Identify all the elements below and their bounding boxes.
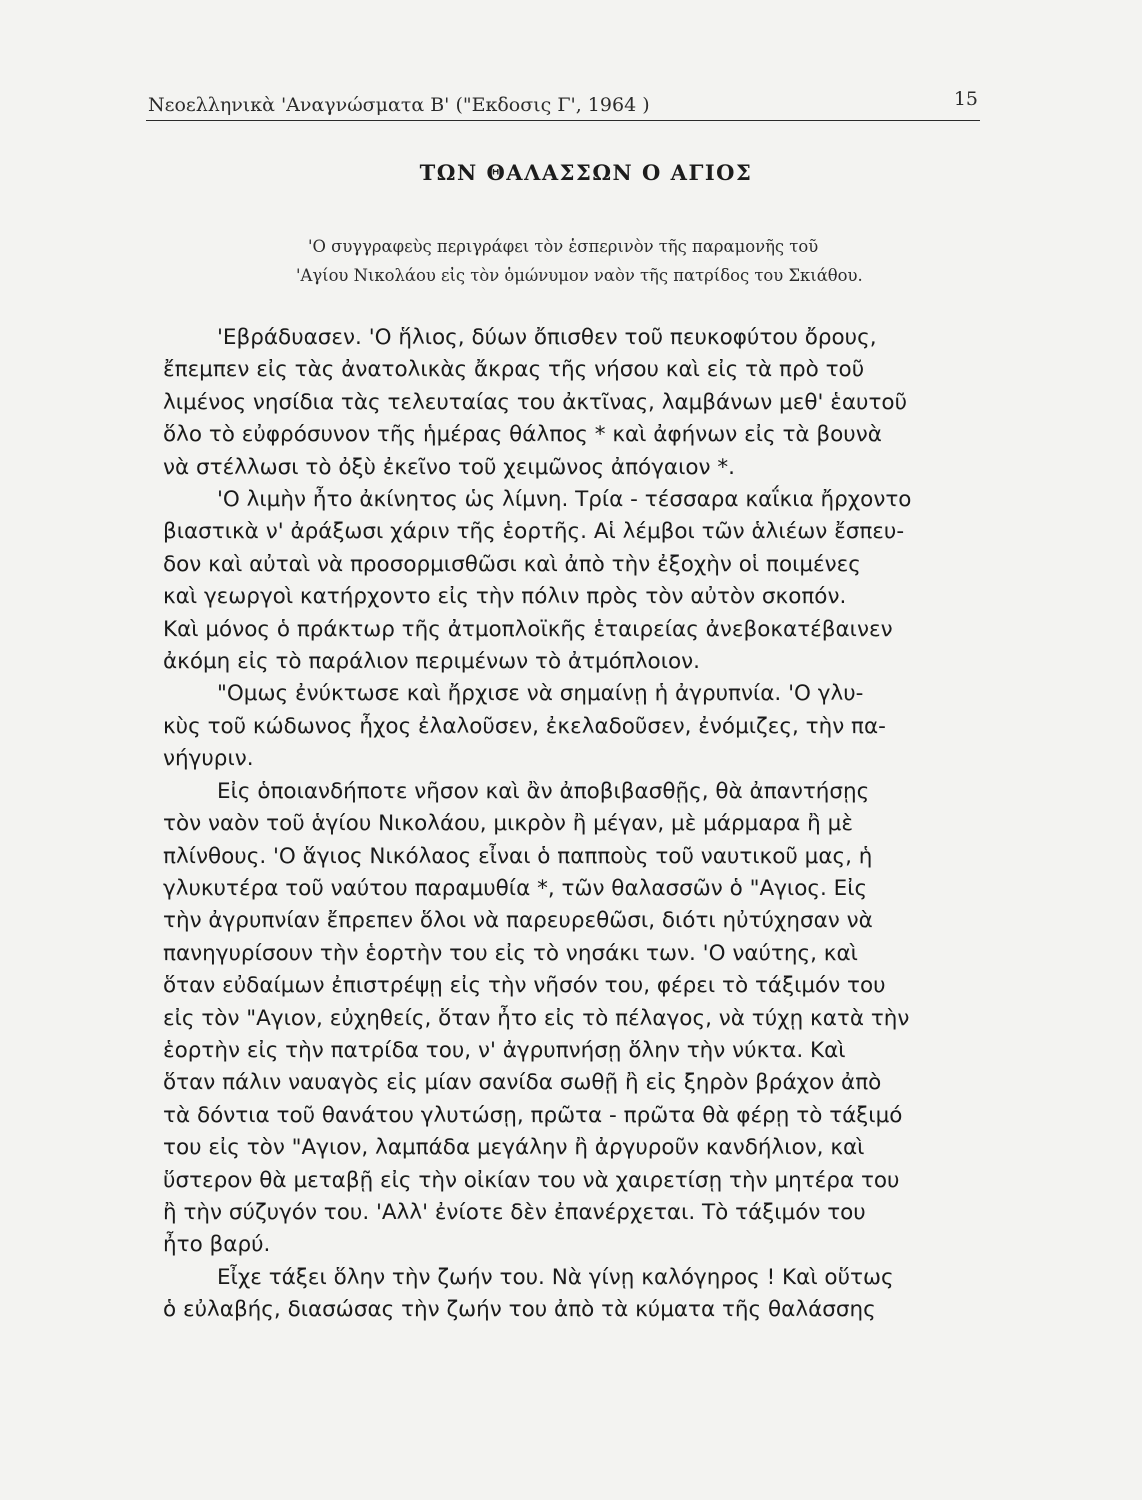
text-line: πανηγυρίσουν τὴν ἑορτὴν του εἰς τὸ νησάκι των. 'Ο ναύτης, καὶ [163, 940, 858, 966]
text-line: κὺς τοῦ κώδωνος ἦχος ἐλαλοῦσεν, ἐκελαδοῦσεν, ἐνόμιζες, τὴν πα- [163, 713, 886, 739]
running-header [146, 86, 980, 121]
text-line: βιαστικὰ ν' ἀράξωσι χάριν τῆς ἑορτῆς. Αἱ λέμβοι τῶν ἁλιέων ἔσπευ- [163, 519, 905, 545]
text-line: ὕστερον θὰ μεταβῇ εἰς τὴν οἰκίαν του νὰ χαιρετίσῃ τὴν μητέρα του [163, 1167, 900, 1193]
text-line: ἦτο βαρύ. [163, 1232, 271, 1258]
paragraph-3 [163, 678, 1013, 775]
paragraph-2 [163, 484, 1013, 678]
text-line: ἔπεμπεν εἰς τὰς ἀνατολικὰς ἄκρας τῆς νήσου καὶ εἰς τὰ πρὸ τοῦ [163, 357, 865, 383]
page-number: 15 [953, 88, 978, 110]
text-line: 'Ο λιμὴν ἦτο ἀκίνητος ὡς λίμνη. Τρία - τέσσαρα καΐκια ἤρχοντο [217, 487, 912, 513]
paragraph-4 [163, 776, 1013, 1262]
text-line: ἑορτὴν εἰς τὴν πατρίδα του, ν' ἀγρυπνήσῃ ὅλην τὴν νύκτα. Καὶ [163, 1037, 846, 1063]
text-line: ὅταν πάλιν ναυαγὸς εἰς μίαν σανίδα σωθῇ ἢ εἰς ξηρὸν βράχον ἀπὸ [163, 1070, 882, 1096]
text-line: τὴν ἀγρυπνίαν ἔπρεπεν ὅλοι νὰ παρευρεθῶσι, διότι ηὐτύχησαν νὰ [163, 908, 873, 934]
text-line: "Ομως ἐνύκτωσε καὶ ἤρχισε νὰ σημαίνῃ ἡ ἀγρυπνία. 'Ο γλυ- [217, 681, 864, 707]
text-line: ἢ τὴν σύζυγόν του. 'Αλλ' ἐνίοτε δὲν ἐπανέρχεται. Τὸ τάξιμόν του [163, 1199, 866, 1225]
text-line: 'Εβράδυασεν. 'Ο ἥλιος, δύων ὄπισθεν τοῦ πευκοφύτου ὄρους, [217, 325, 877, 350]
text-line: εἰς τὸν "Αγιον, εὐχηθείς, ὅταν ἦτο εἰς τὸ πέλαγος, νὰ τύχῃ κατὰ τὴν [163, 1005, 910, 1031]
text-line: ἀκόμη εἰς τὸ παράλιον περιμένων τὸ ἀτμόπλοιον. [163, 649, 700, 675]
text-line: καὶ γεωργοὶ κατήρχοντο εἰς τὴν πόλιν πρὸς τὸν αὐτὸν σκοπόν. [163, 584, 847, 610]
synopsis [296, 232, 996, 290]
text-line: Εἰς ὁποιανδήποτε νῆσον καὶ ἂν ἀποβιβασθῇς, θὰ ἀπαντήσῃς [217, 778, 870, 804]
paragraph-1 [163, 322, 1013, 484]
text-line: γλυκυτέρα τοῦ ναύτου παραμυθία *, τῶν θαλασσῶν ὁ "Αγιος. Εἰς [163, 875, 868, 901]
text-line: του εἰς τὸν "Αγιον, λαμπάδα μεγάλην ἢ ἀργυροῦν κανδήλιον, καὶ [163, 1135, 865, 1161]
text-line: ὁ εὐλαβής, διασώσας τὴν ζωήν του ἀπὸ τὰ κύματα τῆς θαλάσσης [163, 1297, 876, 1323]
text-line: ὅλο τὸ εὐφρόσυνον τῆς ἡμέρας θάλπος * καὶ ἀφήνων εἰς τὰ βουνὰ [163, 422, 882, 448]
synopsis-line: 'Αγίου Νικολάου εἰς τὸν ὁμώνυμον ναὸν τῆς πατρίδος του Σκιάθου. [296, 266, 863, 285]
paragraph-5 [163, 1262, 1013, 1327]
body-text [163, 322, 1013, 1327]
text-line: πλίνθους. 'Ο ἅγιος Νικόλαος εἶναι ὁ παπποὺς τοῦ ναυτικοῦ μας, ἡ [163, 843, 873, 869]
text-line: τὰ δόντια τοῦ θανάτου γλυτώσῃ, πρῶτα - πρῶτα θὰ φέρῃ τὸ τάξιμό [163, 1102, 903, 1128]
text-line: ὅταν εὐδαίμων ἐπιστρέψῃ εἰς τὴν νῆσόν του, φέρει τὸ τάξιμόν του [163, 973, 886, 999]
text-line: λιμένος νησίδια τὰς τελευταίας του ἀκτῖνας, λαμβάνων μεθ' ἑαυτοῦ [163, 389, 908, 415]
running-title: Νεοελληνικὰ 'Αναγνώσματα Β' ("Εκδοσις Γ', 1964 ) [148, 94, 650, 116]
text-line: δον καὶ αὐταὶ νὰ προσορμισθῶσι καὶ ἀπὸ τὴν ἐξοχὴν οἱ ποιμένες [163, 551, 861, 577]
text-line: νήγυριν. [163, 746, 254, 772]
text-line: νὰ στέλλωσι τὸ ὀξὺ ἐκεῖνο τοῦ χειμῶνος ἀπόγαιον *. [163, 454, 735, 480]
text-line: Καὶ μόνος ὁ πράκτωρ τῆς ἀτμοπλοϊκῆς ἑταιρείας ἀνεβοκατέβαινεν [163, 616, 893, 642]
synopsis-line: 'Ο συγγραφεὺς περιγράφει τὸν ἑσπερινὸν τῆς παραμονῆς τοῦ [308, 237, 819, 256]
text-line: Εἶχε τάξει ὅλην τὴν ζωήν του. Νὰ γίνῃ καλόγηρος ! Καὶ οὕτως [217, 1264, 894, 1290]
text-line: τὸν ναὸν τοῦ ἁγίου Νικολάου, μικρὸν ἢ μέγαν, μὲ μάρμαρα ἢ μὲ [163, 811, 853, 837]
chapter-title: ΤΩΝ ΘΑΛΑΣΣΩΝ Ο ΑΓΙΟΣ [419, 160, 753, 185]
